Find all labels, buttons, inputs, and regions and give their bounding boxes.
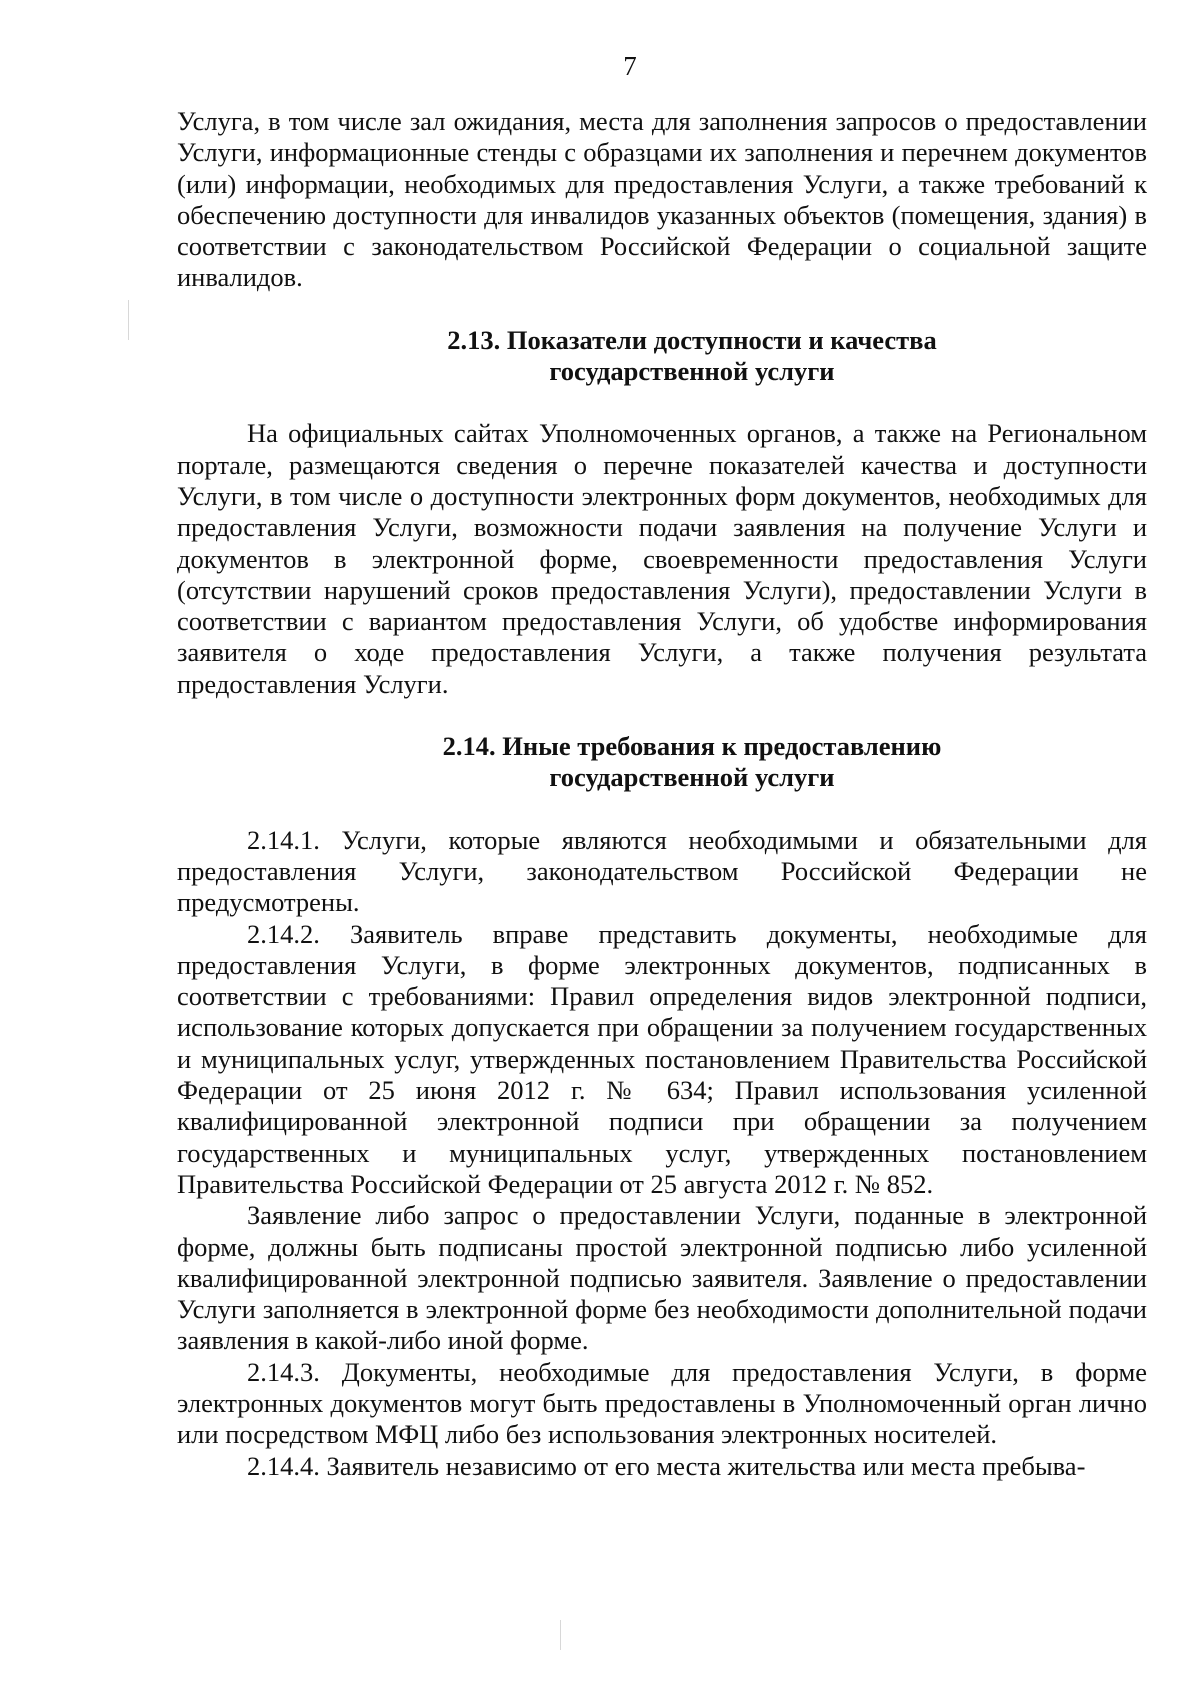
paragraph-application: Заявление либо запрос о предоставлении Услуги, поданные в электронной форме, должны быть подписаны простой электронной подписью либо усиленной квалифицированной электронной подписью заявителя. Заявление о предоставлении Услуги заполняется в электронной форме без необходимости дополнительной подачи заявления в какой-либо иной форме. bbox=[177, 1200, 1147, 1356]
paragraph-2-14-1: 2.14.1. Услуги, которые являются необходимыми и обязательными для предоставления Услуги, законодательством Российской Федерации не предусмотрены. bbox=[177, 824, 1147, 918]
section-heading bbox=[177, 325, 1147, 388]
heading-line: 2.14. Иные требования к предоставлению bbox=[442, 731, 942, 762]
section-paragraph: На официальных сайтах Уполномоченных органов, а также на Региональном портале, размещаются сведения о перечне показателей качества и доступности Услуги, в том числе о доступности электронных форм документов, необходимых для предоставления Услуги, возможности подачи заявления на получение Услуги и документов в электронной форме, своевременности предоставления Услуги (отсутствии нарушений сроков предоставления Услуги), предоставлении Услуги в соответствии с вариантом предоставления Услуги, об удобстве информирования заявителя о ходе предоставления Услуги, а также получения результата предоставления Услуги. bbox=[177, 418, 1147, 699]
page-number: 7 bbox=[623, 51, 637, 81]
paragraph-2-14-3: 2.14.3. Документы, необходимые для предоставления Услуги, в форме электронных документов могут быть предоставлены в Уполномоченный орган лично или посредством МФЦ либо без использования электронных носителей. bbox=[177, 1356, 1147, 1450]
paragraph-2-14-2: 2.14.2. Заявитель вправе представить документы, необходимые для предоставления Услуги, в форме электронных документов, подписанных в соответствии с требованиями: Правил определения видов электронной подписи, использование которых допускается при обращении за получением государственных и муниципальных услуг, утвержденных постановлением Правительства Российской Федерации от 25 июня 2012 г. № 634; Правил использования усиленной квалифицированной электронной подписи при обращении за получением государственных и муниципальных услуг, утвержденных постановлением Правительства Российской Федерации от 25 августа 2012 г. № 852. bbox=[177, 918, 1147, 1199]
section-2-14 bbox=[177, 731, 1147, 1482]
section-2-13 bbox=[177, 325, 1147, 700]
heading-line: 2.13. Показатели доступности и качества bbox=[447, 324, 937, 355]
page-body bbox=[177, 106, 1147, 1482]
heading-line: государственной услуги bbox=[549, 356, 835, 387]
paragraph-2-14-4: 2.14.4. Заявитель независимо от его места жительства или места пребыва- bbox=[247, 1450, 1086, 1481]
heading-line: государственной услуги bbox=[549, 762, 835, 793]
intro-paragraph: Услуга, в том числе зал ожидания, места для заполнения запросов о предоставлении Услуги, информационные стенды с образцами их заполнения и перечнем документов (или) информации, необходимых для предоставления Услуги, а также требований к обеспечению доступности для инвалидов указанных объектов (помещения, здания) в соответствии с законодательством Российской Федерации о социальной защите инвалидов. bbox=[177, 106, 1147, 293]
scan-artifact bbox=[128, 300, 129, 340]
scan-artifact bbox=[560, 1620, 561, 1650]
section-heading bbox=[177, 731, 1147, 794]
